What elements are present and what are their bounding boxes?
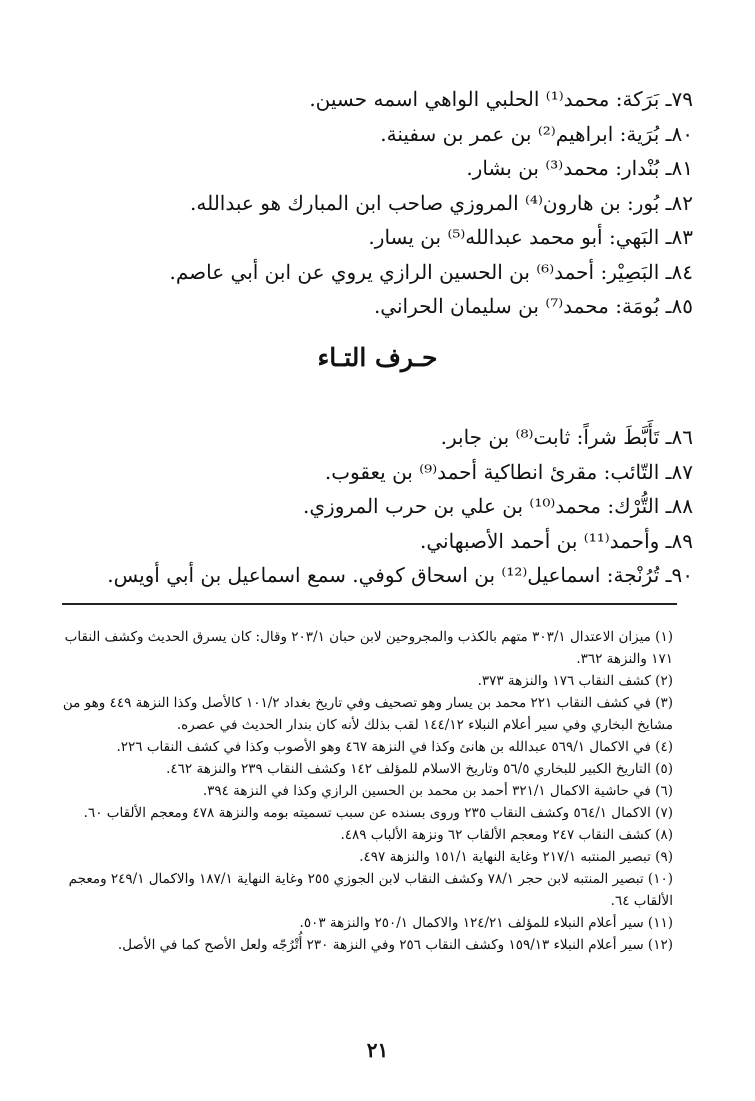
footnote-8: (٨) كشف النقاب ٢٤٧ ومعجم الألقاب ٦٢ ونزهة الألباب ٤٨٩. <box>340 827 673 843</box>
footnote-9: (٩) تبصير المنتبه ٢١٧/١ وغاية النهاية ١٥١/١ والنزهة ٤٩٧. <box>359 849 673 865</box>
footnote-divider <box>62 603 677 605</box>
entry-84: ٨٤ـ البَصِيْر: أحمد⁽⁶⁾ بن الحسين الرازي يروي عن ابن أبي عاصم. <box>169 259 693 284</box>
footnote-6: (٦) في حاشية الاكمال ٣٢١/١ أحمد بن محمد بن الحسين الرازي وكذا في النزهة ٣٩٤. <box>202 783 673 799</box>
entry-89: ٨٩ـ وأحمد⁽¹¹⁾ بن أحمد الأصبهاني. <box>420 528 693 553</box>
entry-85: ٨٥ـ بُومَة: محمد⁽⁷⁾ بن سليمان الحراني. <box>373 294 693 318</box>
footnote-7: (٧) الاكمال ٥٦٤/١ وكشف النقاب ٢٣٥ وروى بسنده عن سبب تسميته بومه والنزهة ٤٧٨ ومعجم الألقاب ٦٠. <box>83 805 673 821</box>
footnotes <box>58 626 673 956</box>
footnote-5: (٥) التاريخ الكبير للبخاري ٥٦/٥ وتاريخ الاسلام للمؤلف ١٤٢ وكشف النقاب ٢٣٩ والنزهة ٤٦٢. <box>166 761 673 777</box>
entry-81: ٨١ـ بُنْدار: محمد⁽³⁾ بن بشار. <box>466 156 693 180</box>
entry-79: ٧٩ـ بَرَكة: محمد⁽¹⁾ الحلبي الواهي اسمه حسين. <box>309 87 693 111</box>
entries-list-ta <box>63 420 693 593</box>
entry-80: ٨٠ـ بُرَية: ابراهيم⁽²⁾ بن عمر بن سفينة. <box>380 121 693 146</box>
entry-88: ٨٨ـ التُّرْك: محمد⁽¹⁰⁾ بن علي بن حرب المروزي. <box>303 494 693 518</box>
entries-list-ba <box>63 82 693 324</box>
footnote-4: (٤) في الاكمال ٥٦٩/١ عبدالله بن هانئ وكذا في النزهة ٤٦٧ وهو الأصوب وكذا في كشف النقاب ٢٢٦. <box>116 739 673 755</box>
entry-90: ٩٠ـ تُرُنْجة: اسماعيل⁽¹²⁾ بن اسحاق كوفي. سمع اسماعيل بن أبي أويس. <box>107 563 693 587</box>
footnote-10: (١٠) تبصير المنتبه لابن حجر ٧٨/١ وكشف النقاب لابن الجوزي ٢٥٥ وغاية النهاية ١٨٧/١ والاكمال ٢٤٩/١ ومعجم الألقاب ٦٤. <box>68 871 673 909</box>
entry-87: ٨٧ـ التّائب: مقرئ انطاكية أحمد⁽⁹⁾ بن يعقوب. <box>324 459 693 484</box>
footnote-1: (١) ميزان الاعتدال ٣٠٣/١ متهم بالكذب والمجروحين لابن حبان ٢٠٣/١ وقال: كان يسرق الحديث وكشف النقاب ١٧١ والنزهة ٣٦٢. <box>64 629 673 667</box>
footnote-2: (٢) كشف النقاب ١٧٦ والنزهة ٣٧٣. <box>477 673 673 689</box>
page-number: ٢١ <box>366 1038 389 1062</box>
section-heading: حـرف التـاء <box>317 343 438 372</box>
footnote-12: (١٢) سير أعلام النبلاء ١٥٩/١٣ وكشف النقاب ٢٥٦ وفي النزهة ٢٣٠ أُتْرُجّه ولعل الأصح كما في الأصل. <box>117 937 673 953</box>
entry-86: ٨٦ـ تَأَبَّطَ شراً: ثابت⁽⁸⁾ بن جابر. <box>440 425 693 449</box>
entry-83: ٨٣ـ البَهي: أبو محمد عبدالله⁽⁵⁾ بن يسار. <box>368 225 693 249</box>
footnote-3: (٣) في كشف النقاب ٢٢١ محمد بن يسار وهو تصحيف وفي تاريخ بغداد ١٠١/٢ كالأصل وكذا النزهة ٤٤٩ وهو من مشايخ البخاري وفي سير أعلام النبلاء ١٤٤/١٢ لقب بذلك لأنه كان بندار الحديث في عصره. <box>62 695 673 733</box>
footnote-11: (١١) سير أعلام النبلاء للمؤلف ١٢٤/٢١ والاكمال ٢٥٠/١ والنزهة ٥٠٣. <box>299 915 673 931</box>
entry-82: ٨٢ـ بُور: بن هارون⁽⁴⁾ المروزي صاحب ابن المبارك هو عبدالله. <box>190 190 693 215</box>
